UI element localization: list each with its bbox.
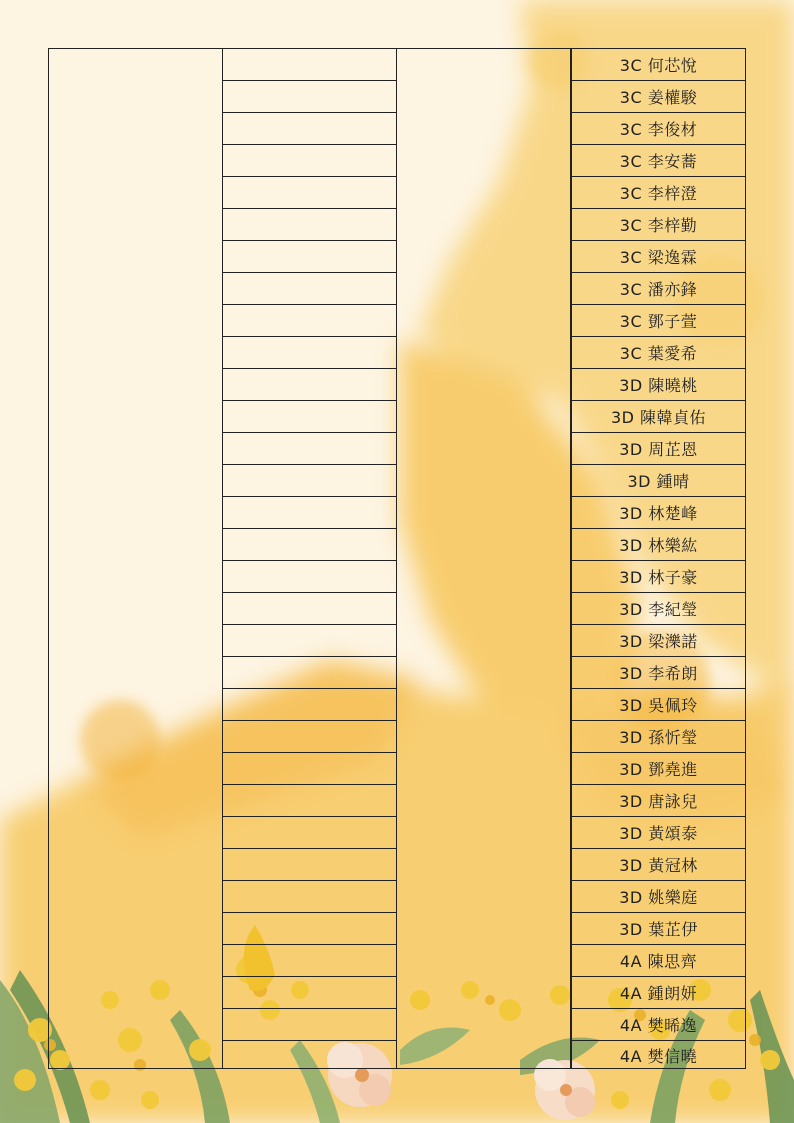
- name-cell: 3C 李梓澄: [572, 177, 745, 209]
- table-column-names: [571, 48, 746, 1069]
- table-row: [223, 593, 396, 625]
- name-cell: 4A 陳思齊: [572, 945, 745, 977]
- name-cell: 3D 鄧堯進: [572, 753, 745, 785]
- table-row: [223, 721, 396, 753]
- name-cell: 3C 潘亦鋒: [572, 273, 745, 305]
- table-row: [223, 241, 396, 273]
- name-cell: 3D 鍾晴: [572, 465, 745, 497]
- table-row: [223, 337, 396, 369]
- table-row: [223, 881, 396, 913]
- table-row: [223, 177, 396, 209]
- name-cell: 3D 李紀瑩: [572, 593, 745, 625]
- table-row: [223, 785, 396, 817]
- table-row: [223, 529, 396, 561]
- table-row: [223, 401, 396, 433]
- table-row: [223, 433, 396, 465]
- table-row: [223, 369, 396, 401]
- name-table: [48, 48, 746, 1069]
- table-row: [223, 657, 396, 689]
- table-row: [223, 977, 396, 1009]
- name-cell: 3C 何芯悅: [572, 49, 745, 81]
- name-cell: 3D 姚樂庭: [572, 881, 745, 913]
- table-row: [223, 561, 396, 593]
- name-cell: 3D 梁濼諾: [572, 625, 745, 657]
- table-row: [223, 849, 396, 881]
- table-row: [223, 689, 396, 721]
- table-row: [223, 625, 396, 657]
- table-row: [223, 497, 396, 529]
- table-column-2: [222, 48, 397, 1069]
- table-row: [223, 305, 396, 337]
- table-row: [223, 817, 396, 849]
- name-cell: 3D 李希朗: [572, 657, 745, 689]
- name-cell: 3D 黃冠林: [572, 849, 745, 881]
- name-cell: 3C 李安蕎: [572, 145, 745, 177]
- table-row: [223, 753, 396, 785]
- name-cell: 3C 葉愛希: [572, 337, 745, 369]
- name-cell: 3D 黃頌泰: [572, 817, 745, 849]
- name-cell: 3D 陳韓貞佑: [572, 401, 745, 433]
- name-cell: 3D 林楚峰: [572, 497, 745, 529]
- table-row: [223, 465, 396, 497]
- name-cell: 3D 唐詠兒: [572, 785, 745, 817]
- name-cell: 3C 李梓勤: [572, 209, 745, 241]
- table-row: [223, 945, 396, 977]
- name-cell: 3D 吳佩玲: [572, 689, 745, 721]
- name-cell: 3D 葉芷伊: [572, 913, 745, 945]
- name-cell: 3C 李俊材: [572, 113, 745, 145]
- name-cell: 3C 鄧子萱: [572, 305, 745, 337]
- table-row: [223, 113, 396, 145]
- table-row: [223, 273, 396, 305]
- name-cell: 3C 姜權駿: [572, 81, 745, 113]
- table-row: [223, 49, 396, 81]
- table-column-1: [48, 48, 223, 1069]
- table-row: [223, 913, 396, 945]
- table-row: [223, 81, 396, 113]
- table-row: [223, 1009, 396, 1041]
- name-cell: 4A 鍾朗妍: [572, 977, 745, 1009]
- name-cell: 3D 林樂紘: [572, 529, 745, 561]
- table-row: [223, 1041, 396, 1070]
- name-cell: 3D 孫忻瑩: [572, 721, 745, 753]
- name-cell: 3D 陳曉桃: [572, 369, 745, 401]
- name-cell: 4A 樊信曉: [619, 1047, 698, 1066]
- name-cell: 4A 樊晞逸: [572, 1009, 745, 1041]
- name-cell: 3D 周芷恩: [572, 433, 745, 465]
- name-cell: 3D 林子豪: [572, 561, 745, 593]
- table-row: [223, 145, 396, 177]
- table-column-3: [396, 48, 571, 1069]
- table-row: [223, 209, 396, 241]
- name-cell: 3C 梁逸霖: [572, 241, 745, 273]
